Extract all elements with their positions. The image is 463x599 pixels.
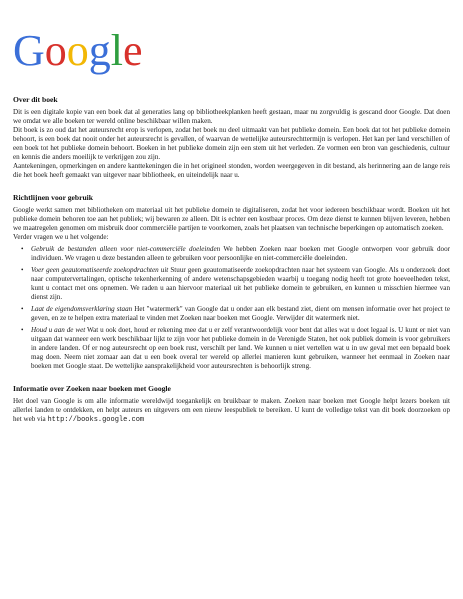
bullet-icon: • [21, 245, 24, 253]
section-about-heading: Over dit boek [13, 95, 58, 104]
notice-content [13, 95, 450, 438]
about-paragraph-2: Dit boek is zo oud dat het auteursrecht erop is verlopen, zodat het boek nu deel uitmaakt van het publieke domein. Een boek dat tot het publieke domein behoort, is een boek dat nooit onder het auteursrecht is gevallen, of waarvan de wettelijke auteursrechttermijn is verlopen. Het kan per land verschillen of een boek tot het publieke domein behoort. Boeken in het publieke domein zijn een stem uit het verleden. Ze vormen een bron van geschiedenis, cultuur en kennis die anders moeilijk te verkrijgen zou zijn. [13, 126, 450, 161]
logo-letter: o [66, 26, 89, 75]
guidelines-list [13, 245, 450, 371]
google-logo-graphic [13, 24, 143, 76]
books-url-link[interactable]: http://books.google.com [47, 416, 145, 424]
rule-title: Houd u aan de wet [31, 326, 86, 334]
google-logo [13, 24, 143, 76]
rule-title: Voer geen geautomatiseerde zoekopdrachten uit [31, 266, 169, 274]
logo-letter: g [88, 26, 111, 75]
rule-text: Het "watermerk" van Google dat u onder aan elk bestand ziet, dient om mensen informatie over het project te geven, en ze te helpen extra materiaal te vinden met Zoeken naar boeken met Google. Verwijder dit watermerk niet. [31, 305, 450, 322]
logo-letter: o [44, 26, 67, 75]
rule-title: Gebruik de bestanden alleen voor niet-commerciële doeleinden [31, 245, 221, 253]
rule-text: Stuur geen geautomatiseerde zoekopdrachten naar het systeem van Google. Als u onderzoek doet naar computervertalingen, optische tekenherkenning of andere wetenschapsgebieden waarbij u toegang nodig heeft tot grote hoeveelheden tekst, kunt u contact met ons opnemen. We raden u aan hiervoor materiaal uit het publieke domein te gebruiken, en kunnen u misschien hiermee van dienst zijn. [31, 266, 450, 301]
rule-text: We hebben Zoeken naar boeken met Google ontworpen voor gebruik door individuen. We vragen u deze bestanden alleen te gebruiken voor persoonlijke en niet-commerciële doeleinden. [31, 245, 450, 262]
guidelines-lead: Verder vragen we u het volgende: [13, 233, 109, 241]
bullet-icon: • [21, 305, 24, 313]
rule-text: Wat u ook doet, houd er rekening mee dat u er zelf verantwoordelijk voor bent dat alles wat u doet legaal is. U kunt er niet van uitgaan dat wanneer een werk beschikbaar lijkt te zijn voor het publieke domein in de Verenigde Staten, het ook publiek domein is voor gebruikers in andere landen. Of er nog auteursrecht op een boek rust, verschilt per land. We kunnen u niet vertellen wat u in uw geval met een bepaald boek mag doen. Neem niet zomaar aan dat u een boek overal ter wereld op allerlei manieren kunt gebruiken, wanneer het eenmaal in Zoeken naar boeken met Google staat. De wettelijke aansprakelijkheid voor auteursrechten is behoorlijk streng. [31, 326, 450, 370]
guidelines-intro: Google werkt samen met bibliotheken om materiaal uit het publieke domein te digitaliseren, zodat het voor iedereen beschikbaar wordt. Boeken uit het publieke domein behoren toe aan het publiek; wij bewaren ze alleen. Dit is echter een kostbaar proces. Om deze dienst te kunnen blijven leveren, hebben we maatregelen genomen om misbruik door commerciële partijen te voorkomen, zoals het plaatsen van technische beperkingen op automatisch zoeken. [13, 206, 450, 232]
list-item [21, 326, 450, 371]
about-paragraph-1: Dit is een digitale kopie van een boek dat al generaties lang op bibliotheekplanken heeft gestaan, maar nu zorgvuldig is gescand door Google. Dat doen we omdat we alle boeken ter wereld online beschikbaar willen maken. [13, 108, 450, 125]
list-item [21, 245, 450, 263]
bullet-icon: • [21, 326, 24, 334]
google-logo-text [13, 26, 143, 75]
logo-letter: e [123, 26, 143, 75]
about-paragraph-3: Aantekeningen, opmerkingen en andere kanttekeningen die in het origineel stonden, worden weergegeven in dit bestand, als herinnering aan de lange reis die het boek heeft gemaakt van uitgever naar bibliotheek, en uiteindelijk naar u. [13, 162, 450, 179]
section-guidelines [13, 193, 450, 371]
section-about [13, 95, 450, 180]
list-item [21, 305, 450, 323]
info-paragraph [13, 397, 450, 425]
section-info-heading: Informatie over Zoeken naar boeken met Google [13, 384, 171, 393]
bullet-icon: • [21, 266, 24, 274]
info-text: Het doel van Google is om alle informatie wereldwijd toegankelijk en bruikbaar te maken. Zoeken naar boeken met Google helpt lezers boeken uit allerlei landen te ontdekken, en helpt auteurs en uitgevers om een nieuw leespubliek te bereiken. U kunt de volledige tekst van dit boek doorzoeken op het web via [13, 397, 450, 423]
logo-letter: G [13, 26, 45, 75]
logo-letter: l [110, 26, 124, 75]
list-item [21, 266, 450, 302]
section-guidelines-heading: Richtlijnen voor gebruik [13, 193, 94, 202]
section-info [13, 384, 450, 425]
rule-title: Laat de eigendomsverklaring staan [31, 305, 133, 313]
